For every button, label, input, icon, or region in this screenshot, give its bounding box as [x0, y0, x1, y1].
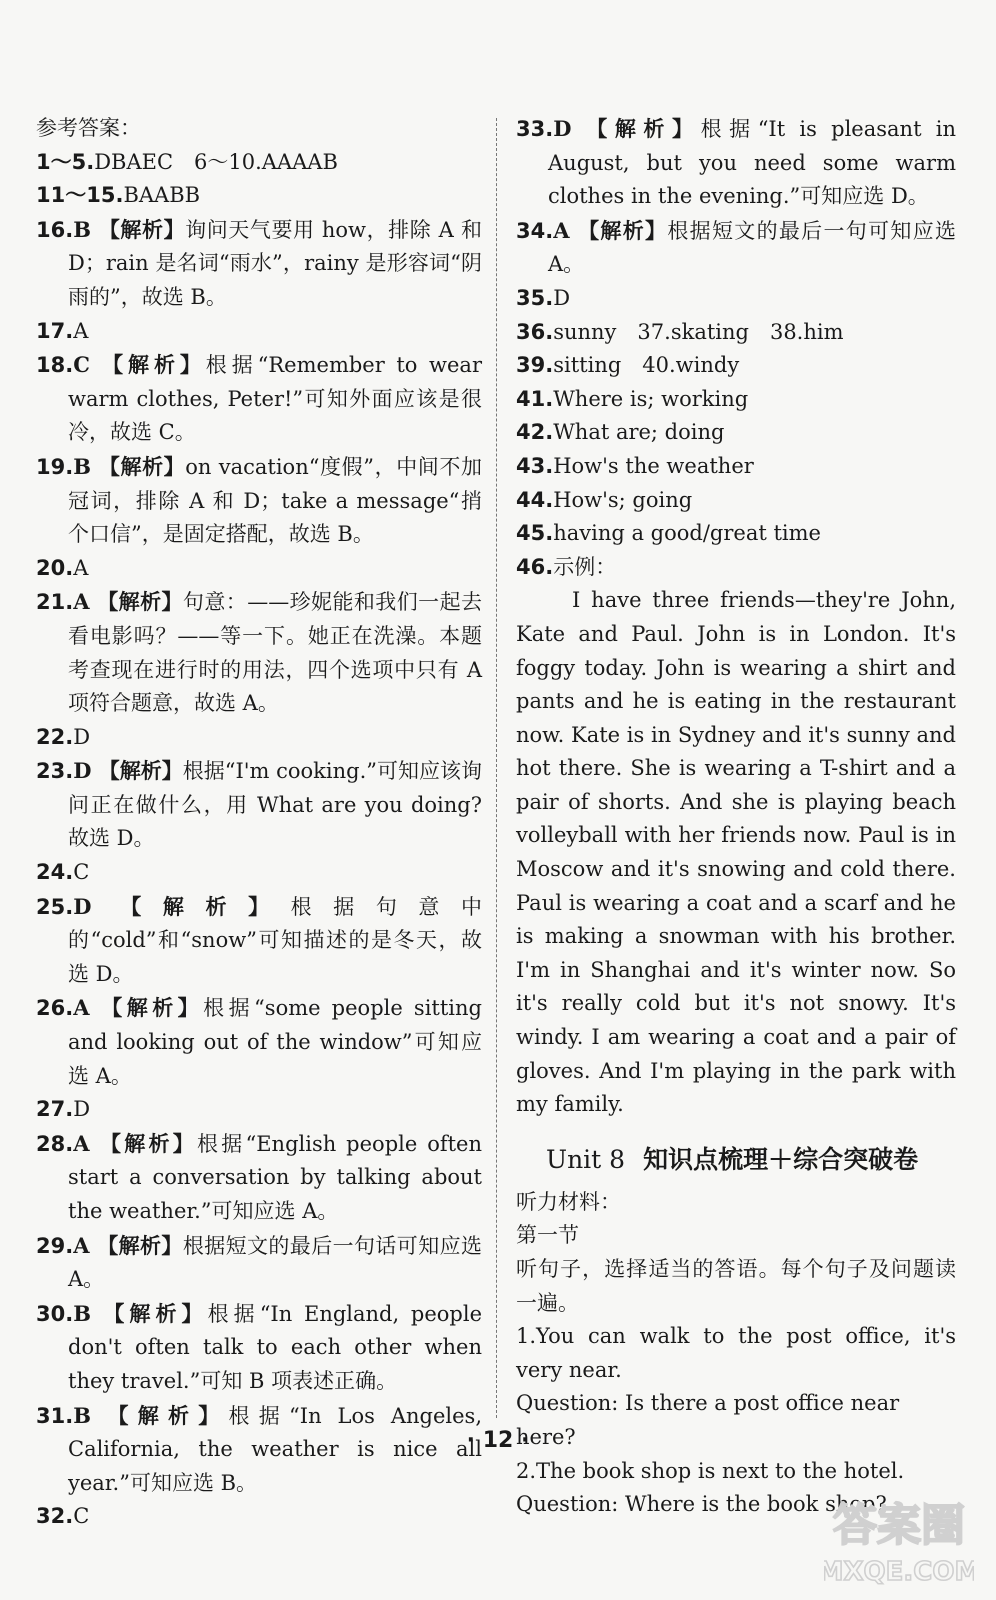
- listening-line-1: 1.You can walk to the post office, it's very near.: [516, 1324, 956, 1382]
- answer-tag: D 【解析】: [553, 116, 701, 141]
- answer-item: [36, 890, 482, 992]
- answer-number: 36.: [516, 319, 554, 344]
- answer-text: sitting 40.windy: [553, 353, 740, 378]
- answer-number: 11～15.: [36, 183, 124, 208]
- unit-subtitle: 知识点梳理＋综合突破卷: [643, 1144, 919, 1174]
- answer-item: [516, 214, 956, 282]
- answer-tag: B 【解析】: [73, 1300, 208, 1326]
- answer-item: [36, 213, 482, 315]
- answer-number: 34.: [516, 218, 554, 243]
- answer-number: 42.: [516, 420, 554, 445]
- answer-number: 32.: [36, 1504, 74, 1529]
- unit-heading: [516, 1140, 956, 1180]
- answer-item: [516, 383, 956, 417]
- answer-number: 23.: [36, 759, 74, 784]
- answer-number: 29.: [36, 1233, 74, 1258]
- answer-number: 19.: [36, 454, 74, 479]
- answer-text: having a good/great time: [553, 521, 821, 546]
- answer-text: C: [73, 1504, 90, 1529]
- answer-number: 27.: [36, 1097, 74, 1122]
- answer-number: 33.: [516, 117, 554, 141]
- answer-text: on vacation“度假”，中间不加冠词，排除 A 和 D；take a message“捎个口信”，是固定搭配，故选 B。: [68, 454, 482, 547]
- answer-text: D: [73, 724, 91, 749]
- answer-text: 根据“some people sitting and looking out of the window”可知应选 A。: [68, 996, 482, 1088]
- answer-text: D: [73, 1097, 91, 1122]
- answer-number: 41.: [516, 386, 554, 411]
- answer-number: 44.: [516, 487, 554, 512]
- answer-tag: D 【解析】: [73, 893, 291, 919]
- answer-text: C: [73, 860, 90, 885]
- page-number: · 12 ·: [466, 1428, 530, 1453]
- answer-tag: A 【解析】: [73, 995, 204, 1021]
- answer-text: How's; going: [553, 487, 693, 512]
- answer-number: 31.: [36, 1403, 74, 1428]
- answer-item: [516, 416, 956, 450]
- answer-text: D: [553, 285, 571, 310]
- answer-text: 根据“I'm cooking.”可知应该询问正在做什么，用 What are you doing? 故选 D。: [68, 759, 482, 851]
- answer-item: [36, 754, 482, 856]
- answer-number: 24.: [36, 860, 74, 885]
- unit-label: Unit 8: [546, 1144, 626, 1174]
- answer-tag: B 【解析】: [73, 216, 186, 242]
- watermark-icon: [824, 1488, 974, 1588]
- answer-number: 30.: [36, 1301, 74, 1326]
- left-answer-list: [36, 146, 482, 1534]
- listening-line-2: Question: Is there a post office near here?: [516, 1391, 900, 1449]
- answer-text: 根据“In England, people don't often talk to each other when they travel.”可知 B 项表述正确。: [68, 1301, 483, 1393]
- answer-number: 25.: [36, 894, 74, 919]
- answer-item: [36, 1229, 482, 1297]
- answer-item: [36, 552, 482, 586]
- answer-item: [36, 179, 482, 213]
- answer-text: DBAEC 6～10.AAAAB: [94, 149, 338, 174]
- answer-tag: B 【解析】: [73, 453, 186, 479]
- answer-item: [36, 991, 482, 1093]
- left-column: [36, 112, 482, 1534]
- answer-item: [36, 348, 482, 450]
- answer-text: Where is; working: [553, 386, 749, 411]
- answer-item: [516, 551, 956, 585]
- answer-number: 45.: [516, 521, 554, 546]
- answer-tag: A 【解析】: [73, 1130, 198, 1156]
- answer-item: [36, 721, 482, 755]
- answer-text: 句意：——珍妮能和我们一起去看电影吗？——等一下。她正在洗澡。本题考查现在进行时的用法，四个选项中只有 A 项符合题意，故选 A。: [68, 590, 482, 716]
- watermark-logo: [824, 1488, 974, 1588]
- answer-text: A: [73, 318, 89, 343]
- answer-text: 根据“English people often start a conversation by talking about the weather.”可知应选 A。: [68, 1131, 482, 1223]
- answer-tag: D 【解析】: [73, 758, 183, 784]
- right-column: [516, 112, 956, 1522]
- answer-number: 20.: [36, 555, 74, 580]
- answer-item: [36, 1127, 482, 1229]
- answer-number: 26.: [36, 996, 74, 1021]
- answer-item: [516, 316, 956, 350]
- answer-text: 询问天气要用 how，排除 A 和 D；rain 是名词“雨水”，rainy 是形容词“阴雨的”，故选 B。: [68, 217, 482, 309]
- answer-tag: A 【解析】: [73, 589, 183, 615]
- answer-number: 39.: [516, 353, 554, 378]
- sample-essay: I have three friends—they're John, Kate and Paul. John is in London. It's foggy today. John is wearing a shirt and pants and he is eating in the restaurant now. Kate is in Sydney and it's sunny and hot there. She is wearing a T-shirt and a pair of shorts. And she is playing beach volleyball with her friends now. Paul is in Moscow and it's snowing and cold there. Paul is wearing a coat and a scarf and he is making a snowman with his brother. I'm in Shanghai and it's winter now. So it's really cold but it's not snowy. It's windy. I am wearing a coat and a pair of gloves. And I'm playing in the park with my family.: [516, 588, 956, 1117]
- answer-text: What are; doing: [553, 420, 725, 445]
- answer-item: [516, 282, 956, 316]
- answer-item: [36, 450, 482, 552]
- column-divider: [496, 118, 497, 1418]
- answer-text: 示例：: [553, 554, 617, 579]
- listening-instruction: 听句子，选择适当的答语。每个句子及问题读一遍。: [516, 1257, 956, 1315]
- listening-line-3: 2.The book shop is next to the hotel.: [516, 1458, 905, 1483]
- answer-tag: A 【解析】: [73, 1232, 183, 1258]
- answer-tag: A 【解析】: [553, 217, 668, 243]
- answer-item: [36, 1500, 482, 1534]
- answer-number: 17.: [36, 318, 74, 343]
- listening-line-4: Question: Where is the book shop?: [516, 1492, 887, 1517]
- answer-number: 35.: [516, 285, 554, 310]
- answer-item: [516, 517, 956, 551]
- answer-text: 根据短文的最后一句话可知应选 A。: [68, 1233, 483, 1292]
- answer-text: 根据“In Los Angeles, California, the weather is nice all year.”可知应选 B。: [68, 1403, 482, 1495]
- answer-header: 参考答案：: [36, 116, 141, 140]
- answer-item: [36, 856, 482, 890]
- answer-number: 22.: [36, 724, 74, 749]
- answer-text: 根据句意中的“cold”和“snow”可知描述的是冬天，故选 D。: [68, 894, 482, 986]
- answer-number: 28.: [36, 1131, 74, 1156]
- listening-title: 听力材料：: [516, 1189, 621, 1214]
- answer-tag: B 【解析】: [73, 1402, 229, 1428]
- answer-text: 根据“Remember to wear warm clothes, Peter!”可知外面应该是很冷，故选 C。: [68, 353, 482, 445]
- right-answer-list: [516, 112, 956, 584]
- answer-number: 1～5.: [36, 149, 95, 174]
- answer-item: [36, 146, 482, 180]
- answer-text: A: [73, 555, 89, 580]
- answer-item: [36, 1093, 482, 1127]
- answer-text: BAABB: [123, 183, 201, 208]
- answer-number: 18.: [36, 353, 74, 378]
- answer-item: [516, 484, 956, 518]
- answer-text: 根据短文的最后一句可知应选 A。: [548, 218, 957, 277]
- answer-text: 根据“It is pleasant in August, but you need some warm clothes in the evening.”可知应选 D。: [548, 117, 956, 209]
- answer-number: 21.: [36, 590, 74, 615]
- watermark-site-text: MXQE.COM: [824, 1557, 974, 1587]
- answer-item: [516, 450, 956, 484]
- answer-item: [36, 1297, 482, 1399]
- answer-tag: C 【解析】: [73, 352, 206, 378]
- answer-item: [36, 585, 482, 720]
- watermark-logo-text: 答案圈: [833, 1500, 965, 1551]
- answer-item: [516, 112, 956, 214]
- answer-item: [36, 315, 482, 349]
- listening-section: 第一节: [516, 1223, 579, 1248]
- answer-text: sunny 37.skating 38.him: [553, 319, 844, 344]
- answer-text: How's the weather: [553, 453, 754, 478]
- answer-number: 46.: [516, 554, 554, 579]
- answer-item: [516, 349, 956, 383]
- answer-number: 43.: [516, 453, 554, 478]
- answer-number: 16.: [36, 217, 74, 242]
